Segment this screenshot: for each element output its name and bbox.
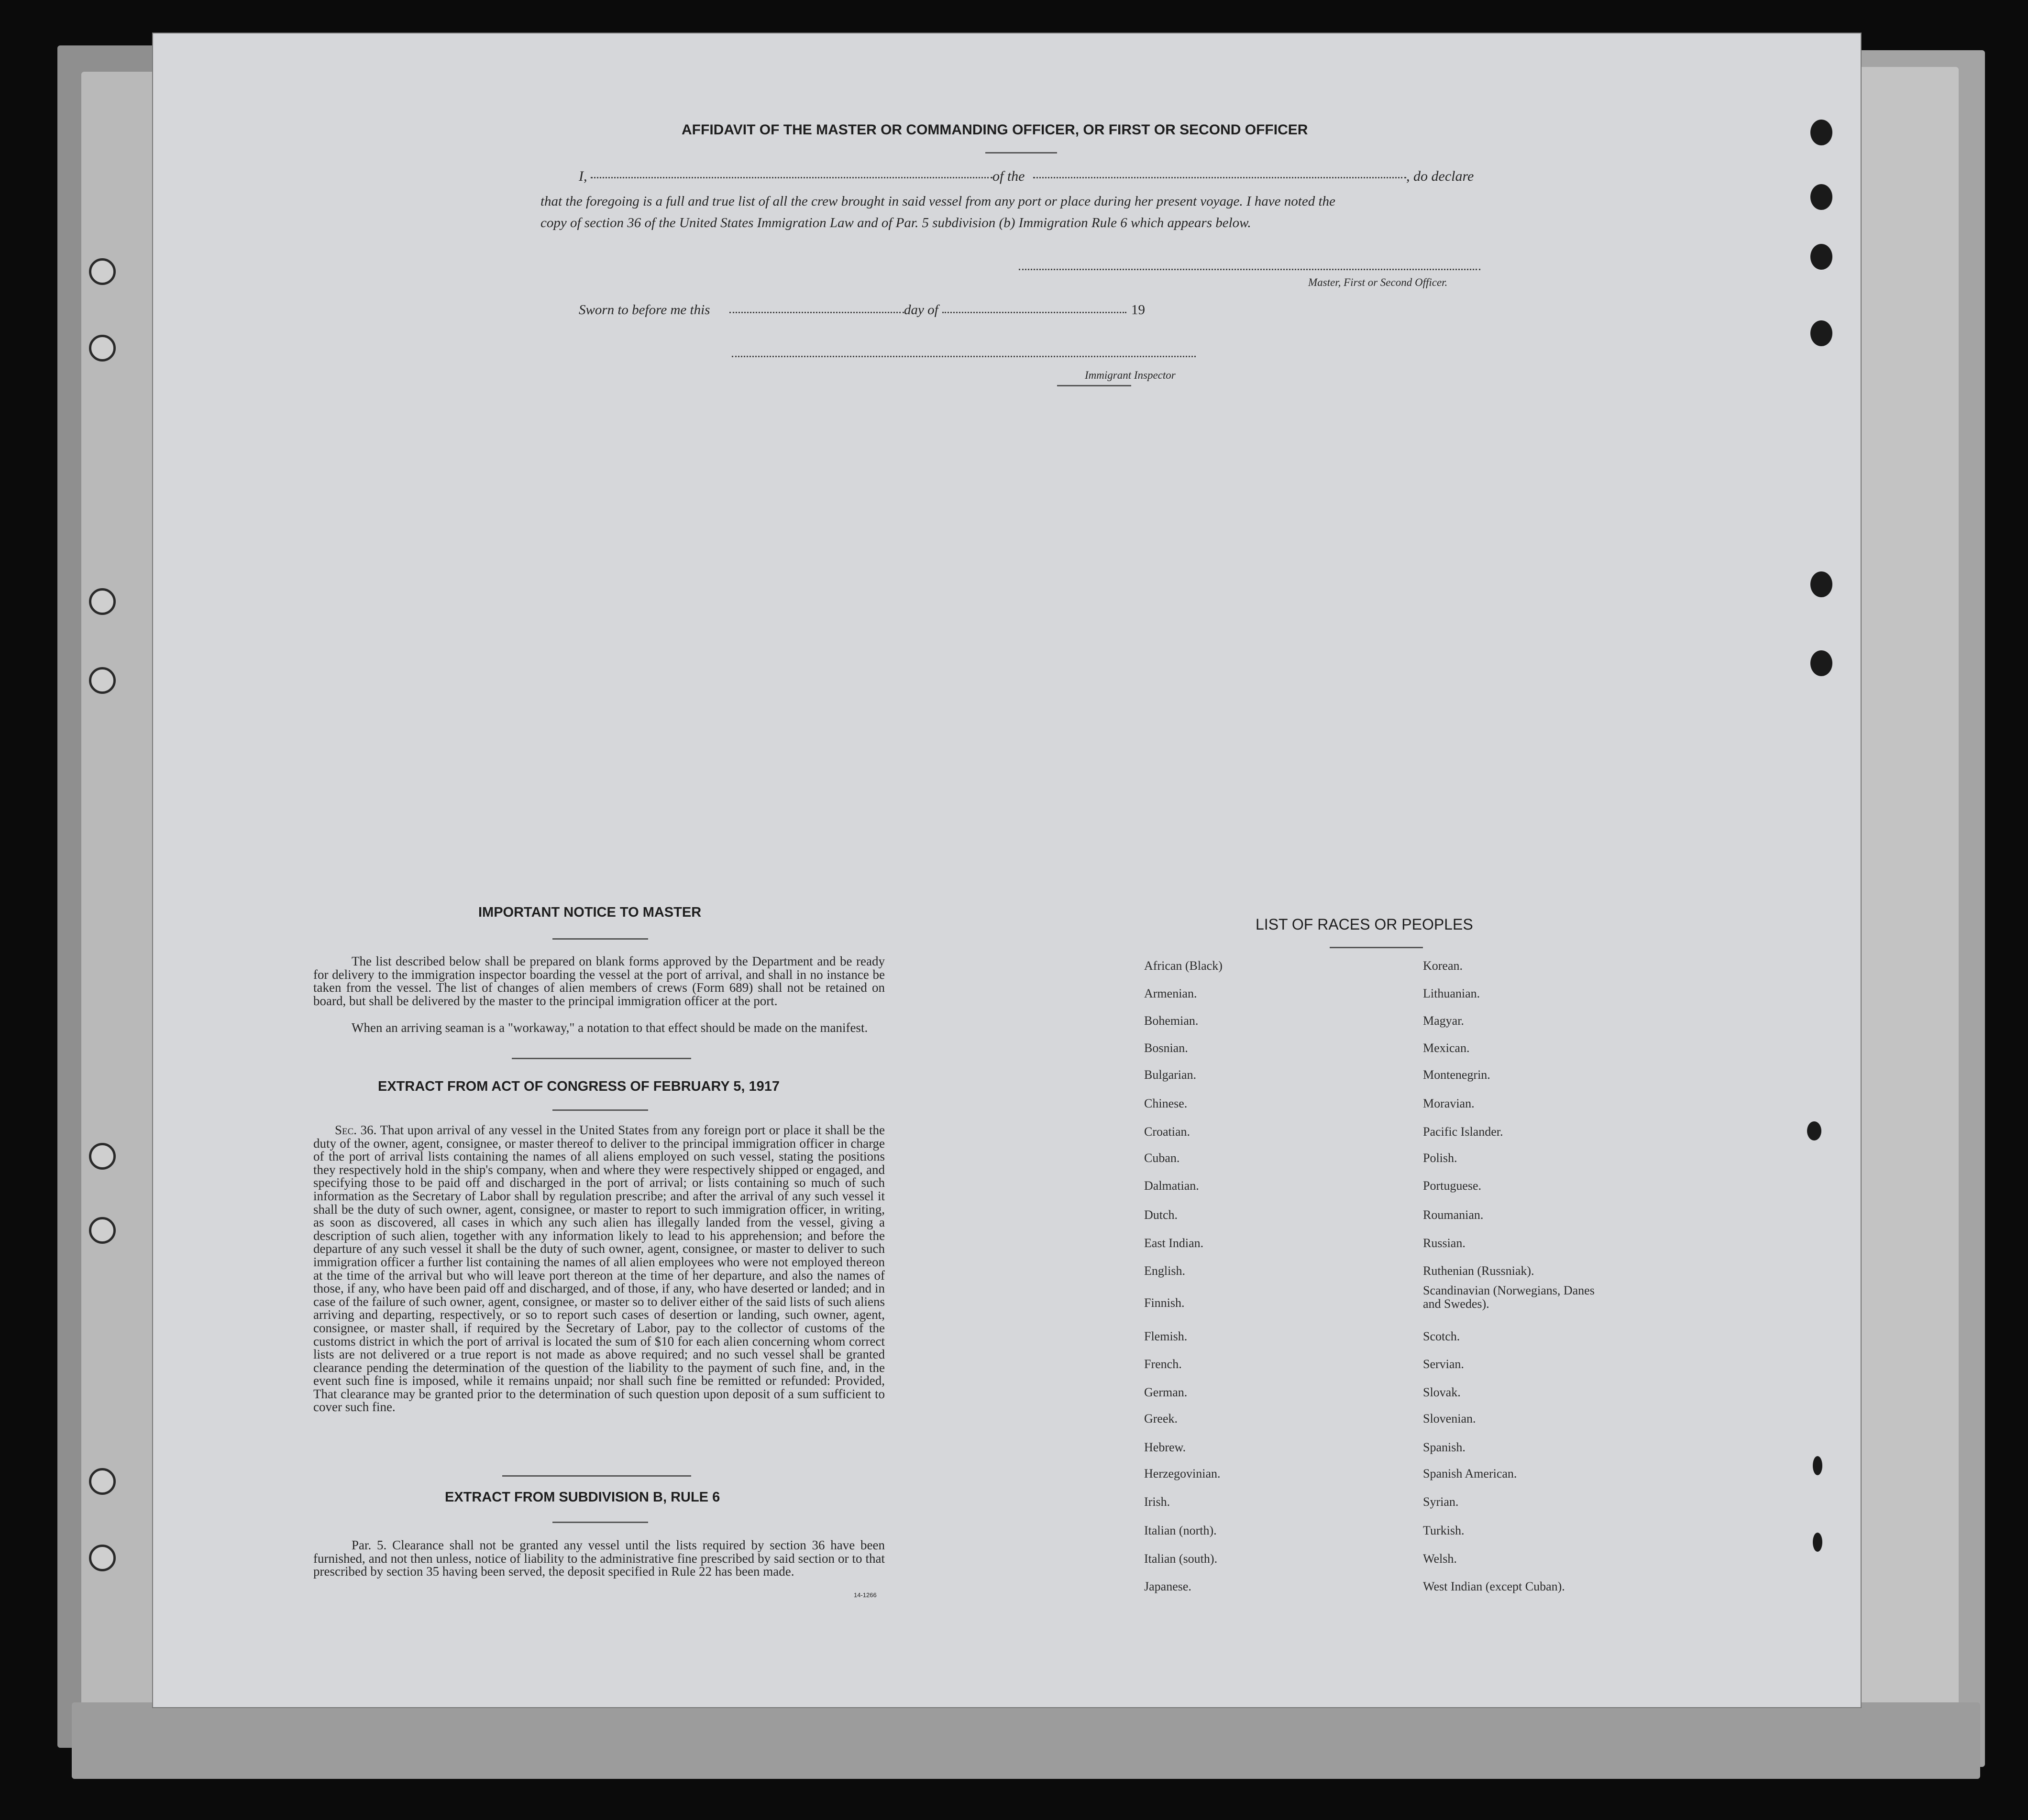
sworn-day-label: day of xyxy=(904,302,938,318)
race-item: Mexican. xyxy=(1423,1041,1470,1055)
race-item: Hebrew. xyxy=(1144,1440,1186,1454)
binder-hole xyxy=(89,335,116,362)
race-item: Armenian. xyxy=(1144,987,1197,1000)
race-item: Cuban. xyxy=(1144,1151,1180,1165)
act-extract-text xyxy=(313,1124,885,1414)
binder-hole xyxy=(1810,650,1832,676)
rule-extract-title: EXTRACT FROM SUBDIVISION B, RULE 6 xyxy=(445,1490,720,1505)
race-item: Flemish. xyxy=(1144,1329,1188,1343)
race-item: Herzegovinian. xyxy=(1144,1467,1221,1480)
race-item: Finnish. xyxy=(1144,1296,1185,1310)
race-item: Ruthenian (Russniak). xyxy=(1423,1264,1534,1278)
race-item: Pacific Islander. xyxy=(1423,1125,1503,1139)
race-item: Russian. xyxy=(1423,1236,1466,1250)
sworn-month-field[interactable] xyxy=(942,312,1126,313)
rule-extract-text: Par. 5. Clearance shall not be granted any vessel until the lists required by section 36 have been furnished, and not then unless, notice of liability to the administrative fine prescribed by said section or to that prescribed by section 35 having been served, the deposit specified in Rule 22 has been made. xyxy=(313,1538,885,1579)
affidavit-declare: , do declare xyxy=(1406,168,1474,184)
back-page-bottom xyxy=(72,1702,1980,1779)
race-item: Moravian. xyxy=(1423,1096,1475,1110)
race-item: East Indian. xyxy=(1144,1236,1204,1250)
race-item: Italian (north). xyxy=(1144,1524,1217,1537)
binder-hole xyxy=(89,667,116,694)
race-item: Spanish American. xyxy=(1423,1467,1517,1480)
divider xyxy=(985,152,1057,153)
notice-paragraph: When an arriving seaman is a "workaway," a notation to that effect should be made on the manifest. xyxy=(352,1020,868,1035)
races-title: LIST OF RACES OR PEOPLES xyxy=(1256,916,1473,933)
binder-hole xyxy=(1810,184,1832,210)
binder-hole xyxy=(1813,1533,1822,1552)
divider xyxy=(552,1522,648,1523)
race-item: Dutch. xyxy=(1144,1208,1178,1222)
race-item: Croatian. xyxy=(1144,1125,1190,1139)
race-item: Bulgarian. xyxy=(1144,1068,1197,1082)
binder-hole xyxy=(89,1143,116,1170)
back-page-right-inner xyxy=(1846,67,1959,1760)
inspector-label: Immigrant Inspector xyxy=(1085,369,1176,381)
binder-hole xyxy=(1810,571,1832,597)
race-item: Welsh. xyxy=(1423,1552,1457,1566)
race-item: Turkish. xyxy=(1423,1524,1465,1537)
master-signature-label: Master, First or Second Officer. xyxy=(1308,276,1448,288)
race-item: French. xyxy=(1144,1357,1182,1371)
divider xyxy=(512,1058,691,1059)
race-item: Syrian. xyxy=(1423,1495,1459,1509)
race-item: Italian (south). xyxy=(1144,1552,1218,1566)
act-section-body: That upon arrival of any vessel in the United States from any foreign port or place it shall be the duty of the owner, agent, consignee, or master thereof to deliver to the principal immigration officer in charge of the port of arrival lists containing the names of all aliens employed on such vessel, stating the positions they respectively hold in the ship's company, when and where they were respectively shipped or engaged, and specifying those to be paid off and discharged in the port of arrival; or lists containing so much of such information as the Secretary of Labor shall by regulation prescribe; and after the arrival of any such vessel it shall be the duty of such owner, agent, consignee, or master to report to such immigration officer, in writing, as soon as discovered, all cases in which any such alien has illegally landed from the vessel, giving a description of such alien, together with any information likely to lead to his apprehension; and before the departure of any such vessel it shall be the duty of such owner, agent, consignee, or master to deliver to such immigration officer a further list containing the names of all alien employees who were not employed thereon at the time of the arrival but who will leave port thereon at the time of her departure, and also the names of those, if any, who have been paid off and discharged, and of those, if any, who have deserted or landed; and in case of the failure of such owner, agent, consignee, or master so to deliver either of the said lists of such aliens arriving and departing, respectively, or so to report such cases of desertion or landing, such owner, agent, consignee, or master shall, if required by the Secretary of Labor, pay to the collector of customs of the customs district in which the port of arrival is located the sum of $10 for each alien concerning whom correct lists are not delivered or a true report is not made as above required; and no such vessel shall be granted clearance pending the determination of the question of the liability to the payment of such fine, and, in the event such fine is imposed, while it remains unpaid; nor shall such fine be remitted or refunded: Provided, That clearance may be granted prior to the determination of such question upon deposit of a sum sufficient to cover such fine. xyxy=(313,1123,885,1414)
race-item: Slovak. xyxy=(1423,1385,1461,1399)
binder-hole xyxy=(89,1217,116,1244)
race-item: Scotch. xyxy=(1423,1329,1460,1343)
race-item: English. xyxy=(1144,1264,1185,1278)
binder-hole xyxy=(89,1545,116,1571)
race-item: German. xyxy=(1144,1385,1188,1399)
race-item: Roumanian. xyxy=(1423,1208,1484,1222)
vessel-name-field[interactable] xyxy=(1033,177,1406,178)
affidavit-text-line: that the foregoing is a full and true list of all the crew brought in said vessel from any port or place during her present voyage. I have noted the xyxy=(540,194,1335,209)
race-item: West Indian (except Cuban). xyxy=(1423,1579,1565,1593)
binder-hole xyxy=(89,258,116,285)
form-number: 14-1266 xyxy=(854,1591,877,1599)
race-item: Portuguese. xyxy=(1423,1179,1482,1193)
race-item: Dalmatian. xyxy=(1144,1179,1199,1193)
race-item: Servian. xyxy=(1423,1357,1464,1371)
race-item: Slovenian. xyxy=(1423,1412,1476,1425)
race-item: Spanish. xyxy=(1423,1440,1466,1454)
race-item: Korean. xyxy=(1423,959,1463,973)
divider xyxy=(552,1109,648,1111)
inspector-signature-field[interactable] xyxy=(732,356,1196,357)
notice-title: IMPORTANT NOTICE TO MASTER xyxy=(478,905,702,920)
sworn-day-field[interactable] xyxy=(729,312,904,313)
affidavit-title: AFFIDAVIT OF THE MASTER OR COMMANDING OFFICER, OR FIRST OR SECOND OFFICER xyxy=(682,122,1308,138)
binder-hole xyxy=(1810,244,1832,270)
race-item: Magyar. xyxy=(1423,1014,1464,1028)
divider xyxy=(552,938,648,940)
race-item: Scandinavian (Norwegians, Danes and Swedes). xyxy=(1423,1283,1595,1311)
divider xyxy=(502,1475,691,1477)
race-item: African (Black) xyxy=(1144,959,1223,973)
race-item: Montenegrin. xyxy=(1423,1068,1490,1082)
affidavit-of-the: of the xyxy=(992,168,1025,184)
race-item: Chinese. xyxy=(1144,1096,1188,1110)
race-item: Polish. xyxy=(1423,1151,1457,1165)
notice-paragraph: The list described below shall be prepared on blank forms approved by the Department and be ready for delivery to the immigration inspector boarding the vessel at the port of arrival, and shall in no instance be taken from the vessel. The list of changes of alien members of crews (Form 689) shall not be retained on board, but shall be delivered by the master to the principal immigration officer at the port. xyxy=(313,954,885,1008)
race-item: Japanese. xyxy=(1144,1579,1191,1593)
divider xyxy=(1330,947,1423,948)
race-item: Greek. xyxy=(1144,1412,1178,1425)
binder-hole xyxy=(1810,120,1832,145)
master-signature-field[interactable] xyxy=(1019,269,1480,270)
affidavit-i: I, xyxy=(579,168,587,184)
binder-hole xyxy=(1807,1121,1821,1140)
race-item: Bosnian. xyxy=(1144,1041,1188,1055)
manifest-back-page xyxy=(153,33,1861,1707)
sworn-prefix: Sworn to before me this xyxy=(579,302,710,318)
binder-hole xyxy=(1810,320,1832,346)
sworn-year: 19 xyxy=(1131,302,1145,318)
binder-hole xyxy=(1813,1456,1822,1475)
race-item: Irish. xyxy=(1144,1495,1170,1509)
master-name-field[interactable] xyxy=(591,177,992,178)
divider xyxy=(1057,385,1131,386)
affidavit-text-line: copy of section 36 of the United States Immigration Law and of Par. 5 subdivision (b) Immigration Rule 6 which appears below. xyxy=(540,215,1251,230)
act-extract-title: EXTRACT FROM ACT OF CONGRESS OF FEBRUARY 5, 1917 xyxy=(378,1079,780,1094)
act-section-label: Sec. 36. xyxy=(335,1123,377,1137)
race-item: Lithuanian. xyxy=(1423,987,1480,1000)
binder-hole xyxy=(89,588,116,615)
binder-hole xyxy=(89,1468,116,1495)
race-item: Bohemian. xyxy=(1144,1014,1199,1028)
